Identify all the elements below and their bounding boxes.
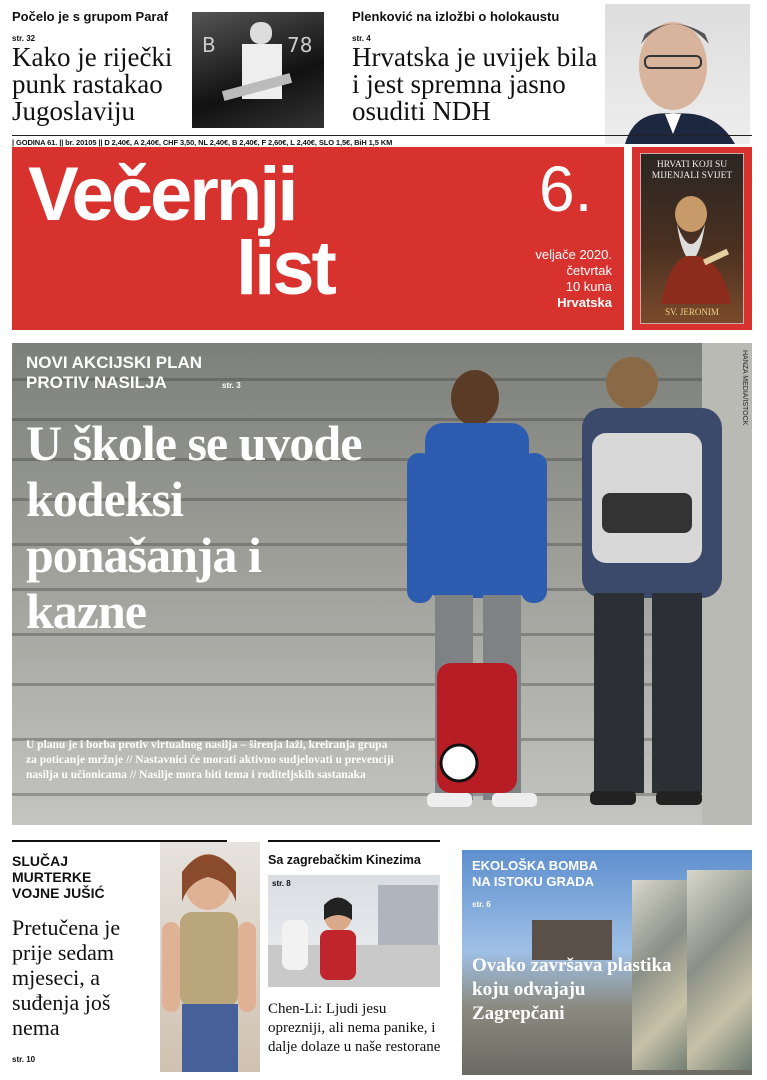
book-title: HRVATI KOJI SU MIJENJALI SVIJET [651, 160, 733, 181]
date-weekday: četvrtak [566, 263, 612, 278]
teaser-headline[interactable]: Kako je riječki punk rastakao Jugoslaviju [12, 42, 173, 126]
bottom-page-ref: str. 10 [12, 1055, 36, 1064]
woman-portrait-photo [160, 842, 260, 1072]
book-promo[interactable] [632, 147, 752, 330]
teaser-kicker: Plenković na izložbi o holokaustu [352, 9, 560, 24]
plastic-bale [687, 870, 752, 1070]
logo-vecernji[interactable]: Večernji [28, 152, 296, 237]
section-divider [268, 840, 440, 842]
logo-list[interactable]: list [236, 226, 334, 311]
main-headline[interactable]: U škole se uvode kodeksi ponašanja i kazne [26, 415, 362, 639]
bottom-page-ref: str. 8 [272, 879, 291, 888]
restaurant-photo [268, 875, 440, 987]
edition-prices-line: | GODINA 61. || br. 20105 || D 2,40€, A 2,40€, CHF 3,50, NL 2,40€, B 2,40€, F 2,60€, L 2,40€, SLO 1,5€, BiH 1,5 KM [12, 135, 752, 147]
main-lead-text: U planu je i borba protiv virtualnog nasilja – širenja laži, kreiranja grupa za poticanje mržnje // Nastavnici će morati aktivno sudjelovati u prevenciji nasilja u učionicama // Nasilje mora biti tema i roditeljskih sastanaka [26, 739, 394, 781]
main-kicker-text: NOVI AKCIJSKI PLAN PROTIV NASILJA [26, 353, 203, 392]
bottom-kicker-text: SLUČAJ MURTERKE VOJNE JUŠIĆ [12, 853, 105, 901]
edition-country: Hrvatska [557, 295, 612, 310]
photo-credit: HANZA MEDIA/ISTOCK [741, 350, 748, 426]
book-subtitle: SV. JERONIM [665, 307, 719, 317]
svg-text:B: B [202, 33, 216, 57]
schoolboy-backpack [572, 353, 732, 813]
date-month-year: veljače 2020. [535, 247, 612, 262]
book-cover [640, 153, 744, 324]
bottom-headline[interactable]: Ovako završava plastika koju odvajaju Zagrepčani [472, 955, 672, 1024]
schoolboy-blue-jacket [397, 363, 557, 813]
teaser-headline[interactable]: Hrvatska je uvijek bila i jest spremna jasno osuditi NDH [352, 42, 598, 126]
issue-price: 10 kuna [565, 279, 612, 294]
issue-day-number: 6. [539, 153, 593, 225]
bottom-kicker [472, 858, 612, 890]
main-kicker [26, 353, 241, 396]
punk-guitarist-photo [192, 12, 324, 128]
bottom-kicker [12, 853, 122, 901]
teaser-kicker: Počelo je s grupom Paraf [12, 9, 169, 24]
svg-text:78: 78 [287, 33, 313, 57]
teaser-page-ref: str. 4 [352, 34, 371, 43]
issue-date-block [535, 247, 612, 311]
bottom-kicker-text: EKOLOŠKA BOMBA NA ISTOKU GRADA [472, 858, 598, 889]
politician-portrait-photo [605, 4, 750, 144]
bottom-kicker: Sa zagrebačkim Kinezima [268, 853, 421, 867]
main-story[interactable] [12, 343, 752, 825]
bottom-headline[interactable]: Chen-Li: Ljudi jesu oprezniji, ali nema panike, i dalje dolaze u naše restorane [268, 1001, 441, 1055]
bottom-page-ref: str. 6 [472, 900, 491, 909]
bottom-headline[interactable]: Pretučena je prije sedam mjeseci, a suđenja još nema [12, 915, 121, 1040]
masthead [12, 147, 624, 330]
main-page-ref: str. 3 [222, 381, 241, 390]
eco-bomb-story[interactable] [462, 850, 752, 1075]
teaser-page-ref: str. 32 [12, 34, 36, 43]
